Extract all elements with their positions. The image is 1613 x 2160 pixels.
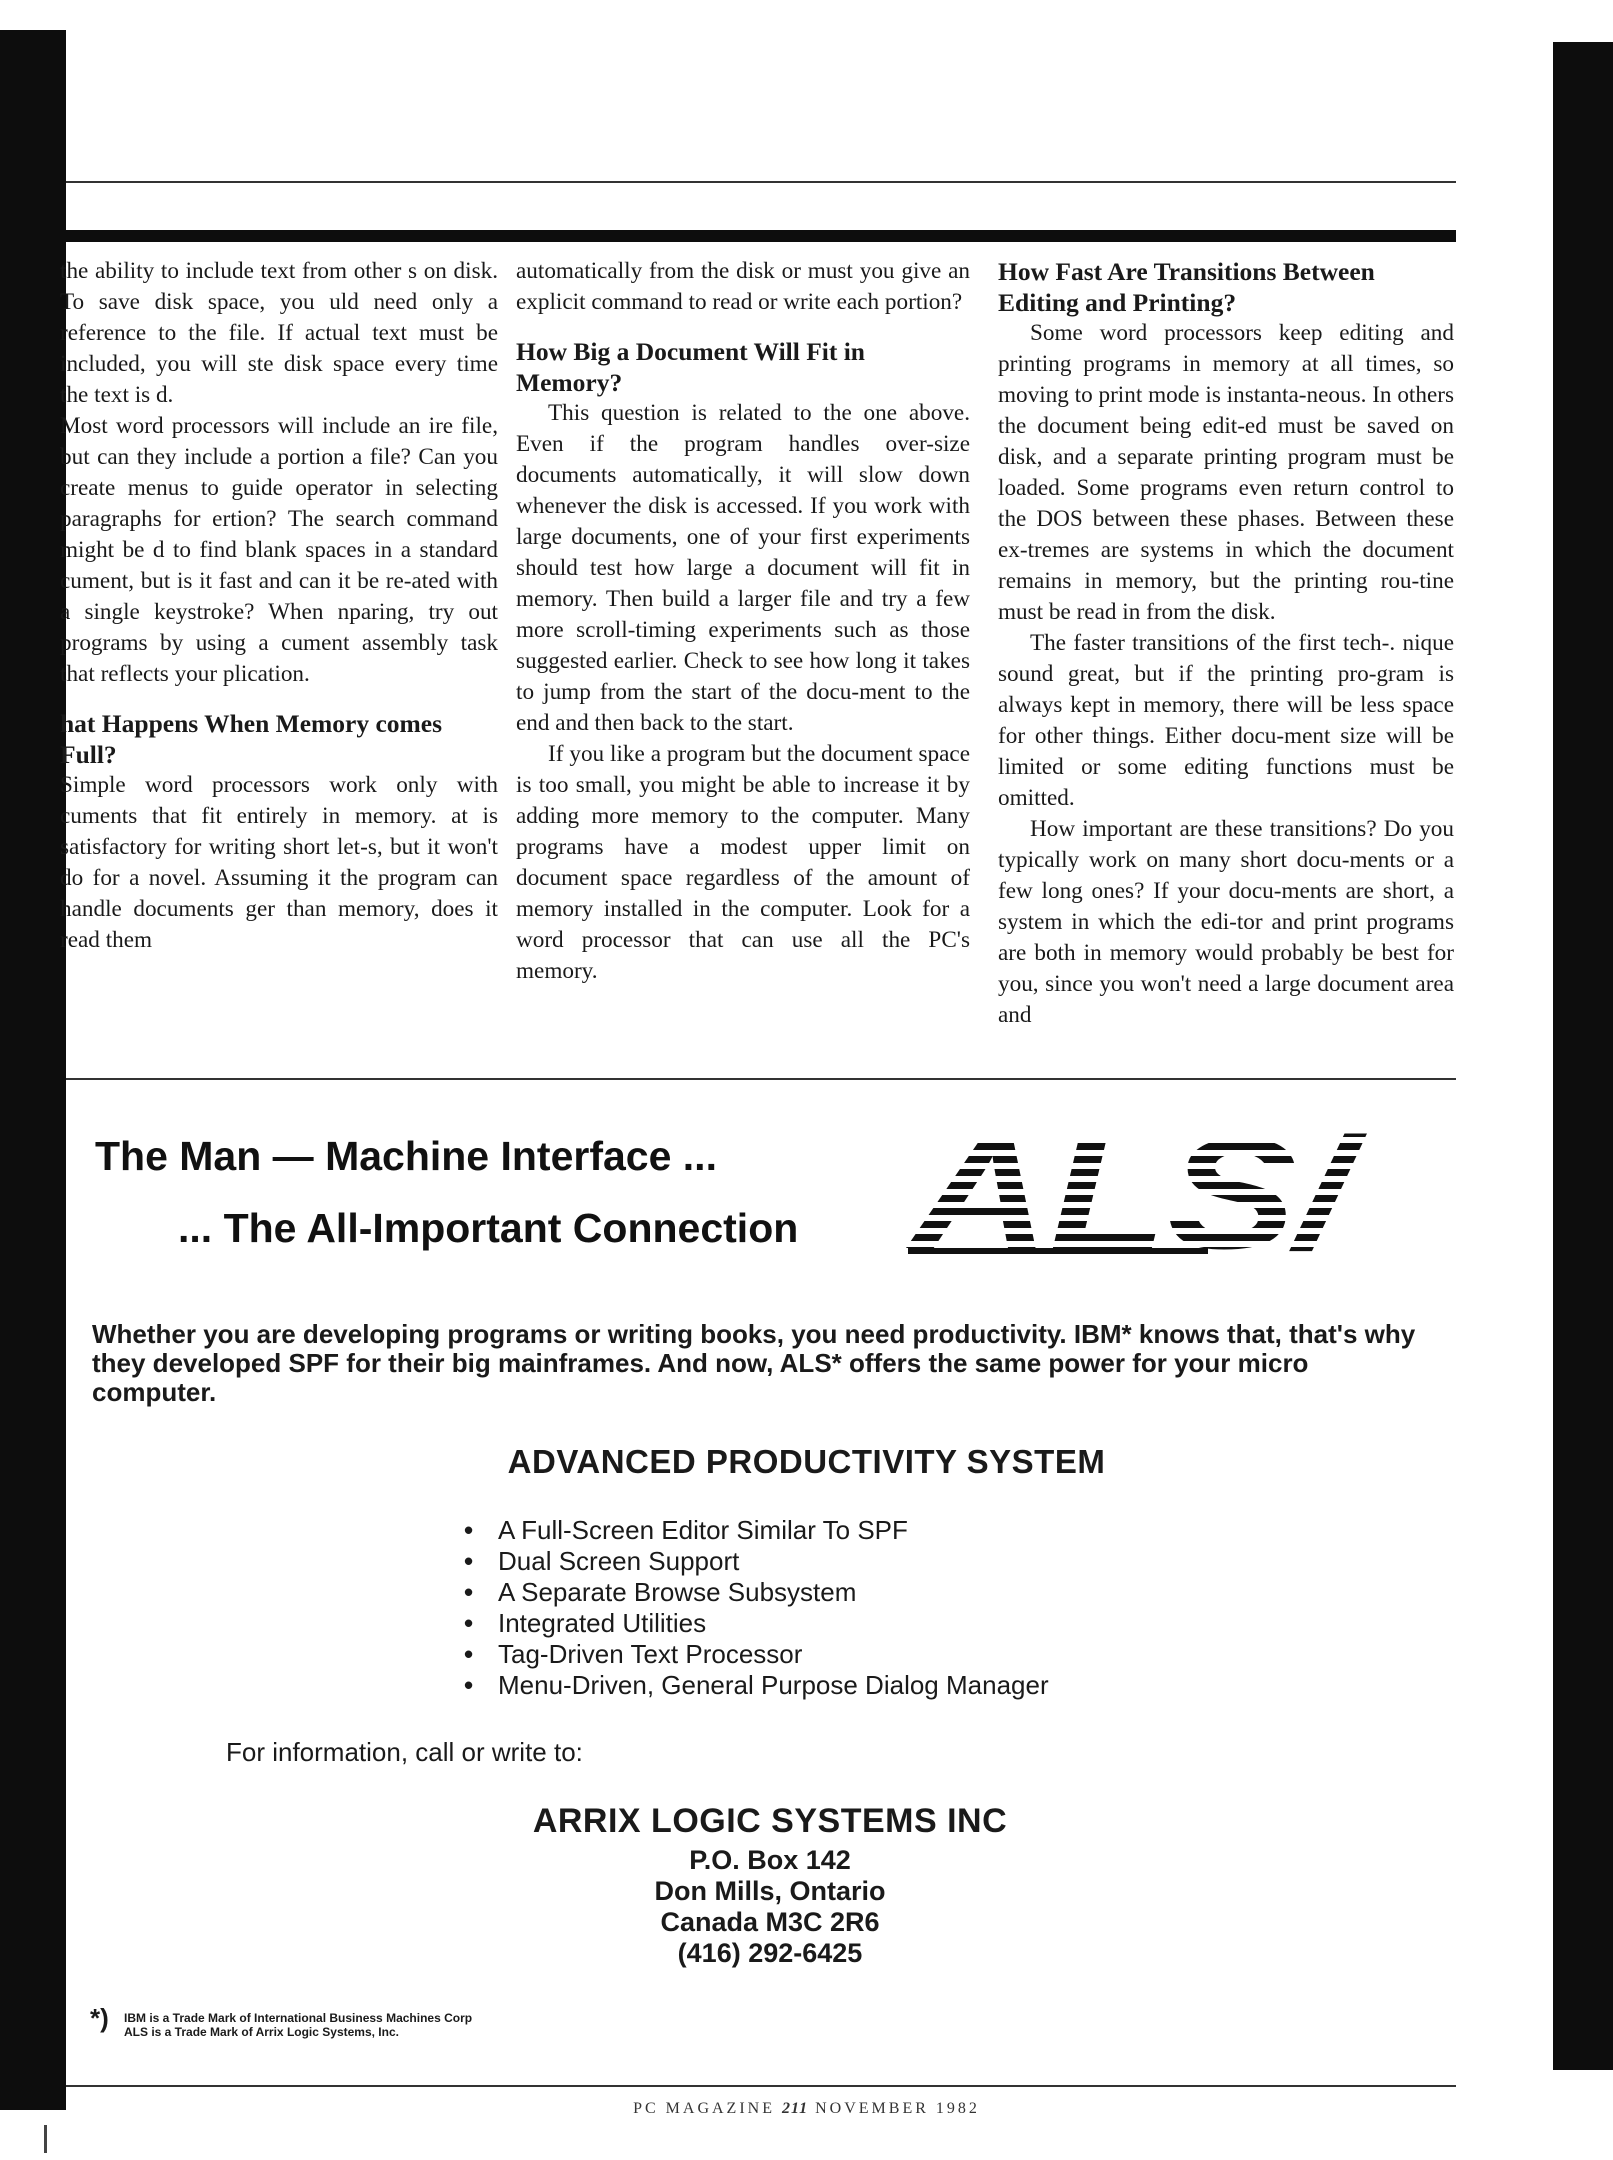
company-address: [0, 1845, 1540, 1969]
logo-stripe: [900, 1234, 1390, 1241]
article-paragraph: This question is related to the one above. Even if the program handles over-size documents automatically, it will slow down whenever the disk is accessed. If you work with large documents, one of your first experiments should test how large a document will fit in memory. Then build a larger file and try a few more scroll-timing experiments such as those suggested earlier. Check to see how long it takes to jump from the start of the docu-ment to the end and then back to the start.: [516, 400, 970, 736]
article-column-3: [998, 256, 1454, 1066]
article-paragraph: automatically from the disk or must you give an explicit command to read or write each portion?: [516, 258, 970, 315]
article-column-1: [48, 256, 498, 1066]
article-paragraph: If you like a program but the document space is too small, you might be able to increase it by adding more memory to the computer. Many programs have a modest upper limit on document space regardless of the amount of memory installed in the computer. Look for a word processor that can use all the PC's memory.: [516, 741, 970, 984]
address-phone: (416) 292-6425: [677, 1938, 863, 1968]
trademark-footnotes: [124, 2011, 472, 2039]
logo-stripe: [900, 1182, 1390, 1189]
scan-edge-right: [1553, 42, 1613, 2070]
company-name: ARRIX LOGIC SYSTEMS INC: [532, 1802, 1008, 1840]
address-po-box: P.O. Box 142: [689, 1845, 851, 1875]
contact-intro: For information, call or write to:: [226, 1737, 583, 1767]
feature-list: [460, 1515, 1049, 1701]
section-heading: How Fast Are Transitions Between Editing and Printing?: [998, 257, 1375, 317]
footer-date: NOVEMBER 1982: [815, 2100, 980, 2117]
logo-stripe: [900, 1208, 1390, 1215]
logo-stripe: [900, 1221, 1390, 1228]
footnote-mark: *): [90, 2003, 109, 2033]
feature-item: • Dual Screen Support: [460, 1546, 1049, 1577]
footer-magazine: PC MAGAZINE: [633, 2100, 775, 2117]
footnote-ibm: IBM is a Trade Mark of International Business Machines Corp: [124, 2011, 473, 2025]
footer-page-number: 211: [781, 2100, 809, 2117]
article-paragraph: Most word processors will include an ire file, but can they include a portion a file? Can you create menus to guide operator in selecting paragraphs for ertion? The search command might be d to find blank spaces in a standard cument, but is it fast and can it be re-ated with a single keystroke? When nparing, try out programs by using a cument assembly task that reflects your plication.: [60, 413, 498, 687]
logo-stripe: [900, 1169, 1390, 1176]
feature-item: • Tag-Driven Text Processor: [460, 1639, 1049, 1670]
feature-item: • Integrated Utilities: [460, 1608, 1049, 1639]
feature-item: • A Separate Browse Subsystem: [460, 1577, 1049, 1608]
article-paragraph: the ability to include text from other s on disk. To save disk space, you uld need only a reference to the file. If actual text must be included, you will ste disk space every time the text is d.: [60, 258, 498, 408]
article-paragraph: How important are these transitions? Do you typically work on many short docu-ments or a few long ones? If your docu-ments are short, a system in which the edi-tor and print programs are both in memory would probably be best for you, since you won't need a large document area and: [998, 816, 1454, 1028]
als-logo: [900, 1130, 1390, 1260]
footer-rule: [66, 2085, 1456, 2087]
section-heading: hat Happens When Memory comes Full?: [60, 709, 443, 769]
logo-stripe: [900, 1143, 1390, 1150]
header-rule: [66, 230, 1456, 242]
ad-body-text: Whether you are developing programs or writing books, you need productivity. IBM* knows that, that's why they developed SPF for their big mainframes. And now, ALS* offers the same power for your micro computer.: [92, 1319, 1416, 1407]
logo-stripe: [900, 1130, 1390, 1137]
article-paragraph: Simple word processors work only with cuments that fit entirely in memory. at is satisfactory for writing short let-s, but it won't do for a novel. Assuming it the program can handle documents ger than memory, does it read them: [60, 772, 498, 953]
ad-subhead: ADVANCED PRODUCTIVITY SYSTEM: [507, 1443, 1106, 1480]
article-paragraph: The faster transitions of the first tech-. nique sound great, but if the printing pro-gram is always kept in memory, there will be less space for other things. Either docu-ment size will be limited or some editing functions must be omitted.: [998, 630, 1454, 811]
article-paragraph: Some word processors keep editing and printing programs in memory at all times, so moving to print mode is instanta-neous. In others the document being edit-ed must be saved on disk, and a separate printing program must be loaded. Some programs even return control to the DOS between these phases. Between these ex-tremes are systems in which the document remains in memory, but the printing rou-tine must be read in from the disk.: [998, 320, 1454, 625]
address-postal: Canada M3C 2R6: [660, 1907, 880, 1937]
ad-divider-rule: [66, 1078, 1456, 1080]
top-rule: [66, 181, 1456, 183]
address-city: Don Mills, Ontario: [654, 1876, 886, 1906]
logo-stripe: [900, 1195, 1390, 1202]
logo-stripe: [900, 1156, 1390, 1163]
section-heading: How Big a Document Will Fit in Memory?: [516, 337, 865, 397]
ad-headline-1: The Man — Machine Interface ...: [95, 1133, 717, 1179]
ad-headline-2: ... The All-Important Connection: [178, 1205, 799, 1251]
feature-item: • A Full-Screen Editor Similar To SPF: [460, 1515, 1049, 1546]
article-column-2: [516, 256, 970, 1066]
scan-mark: [44, 2125, 47, 2153]
page-footer: [0, 2100, 1613, 2118]
feature-item: • Menu-Driven, General Purpose Dialog Manager: [460, 1670, 1049, 1701]
footnote-als: ALS is a Trade Mark of Arrix Logic Systems, Inc.: [124, 2025, 399, 2039]
